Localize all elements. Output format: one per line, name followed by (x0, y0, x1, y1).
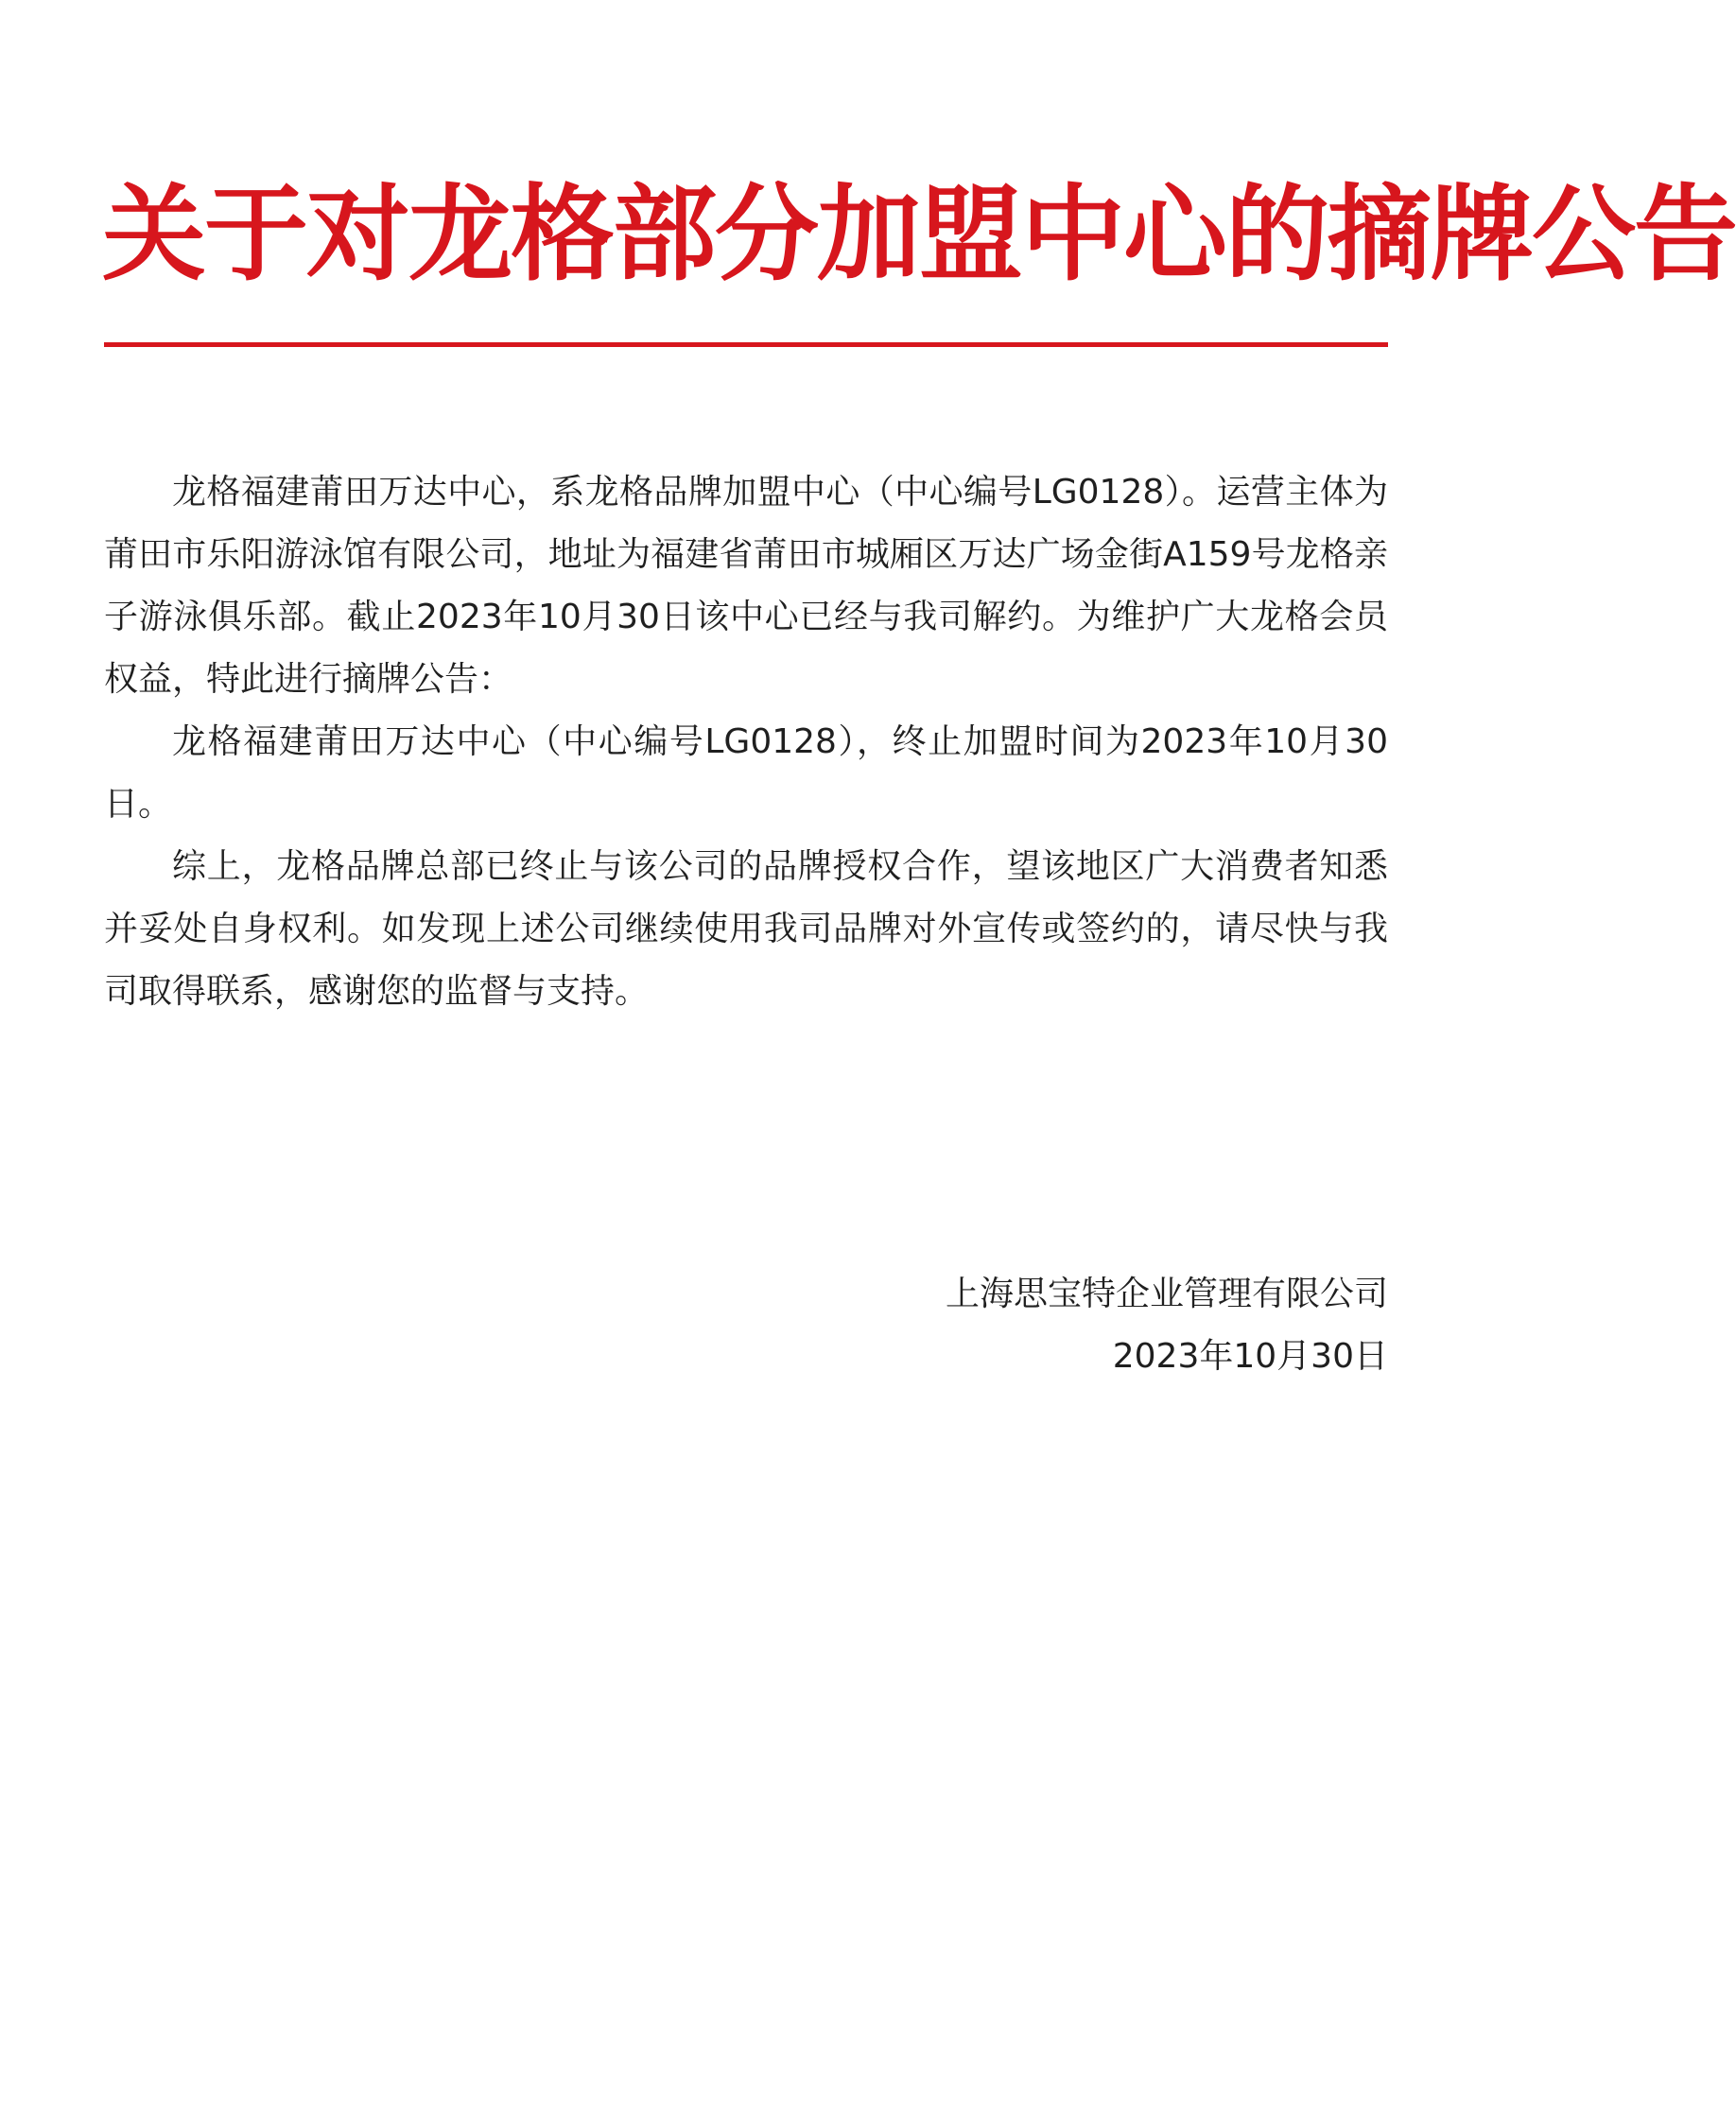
signature-company: 上海思宝特企业管理有限公司 (945, 1275, 1388, 1313)
paragraph-conclusion: 综上，龙格品牌总部已终止与该公司的品牌授权合作，望该地区广大消费者知悉并妥处自身权利。如发现上述公司继续使用我司品牌对外宣传或签约的，请尽快与我司取得联系，感谢您的监督与支持。 (104, 847, 1388, 1011)
paragraph-intro: 龙格福建莆田万达中心，系龙格品牌加盟中心（中心编号LG0128）。运营主体为莆田市乐阳游泳馆有限公司，地址为福建省莆田市城厢区万达广场金街A159号龙格亲子游泳俱乐部。截止2023年10月30日该中心已经与我司解约。为维护广大龙格会员权益，特此进行摘牌公告： (104, 473, 1388, 699)
paragraph-termination: 龙格福建莆田万达中心（中心编号LG0128），终止加盟时间为2023年10月30日。 (104, 722, 1388, 824)
announcement-body (104, 461, 1388, 1023)
page-title: 关于对龙格部分加盟中心的摘牌公告 (102, 174, 1736, 295)
title-divider (104, 342, 1388, 347)
signature-block (632, 1263, 1388, 1388)
signature-date: 2023年10月30日 (1112, 1337, 1388, 1376)
